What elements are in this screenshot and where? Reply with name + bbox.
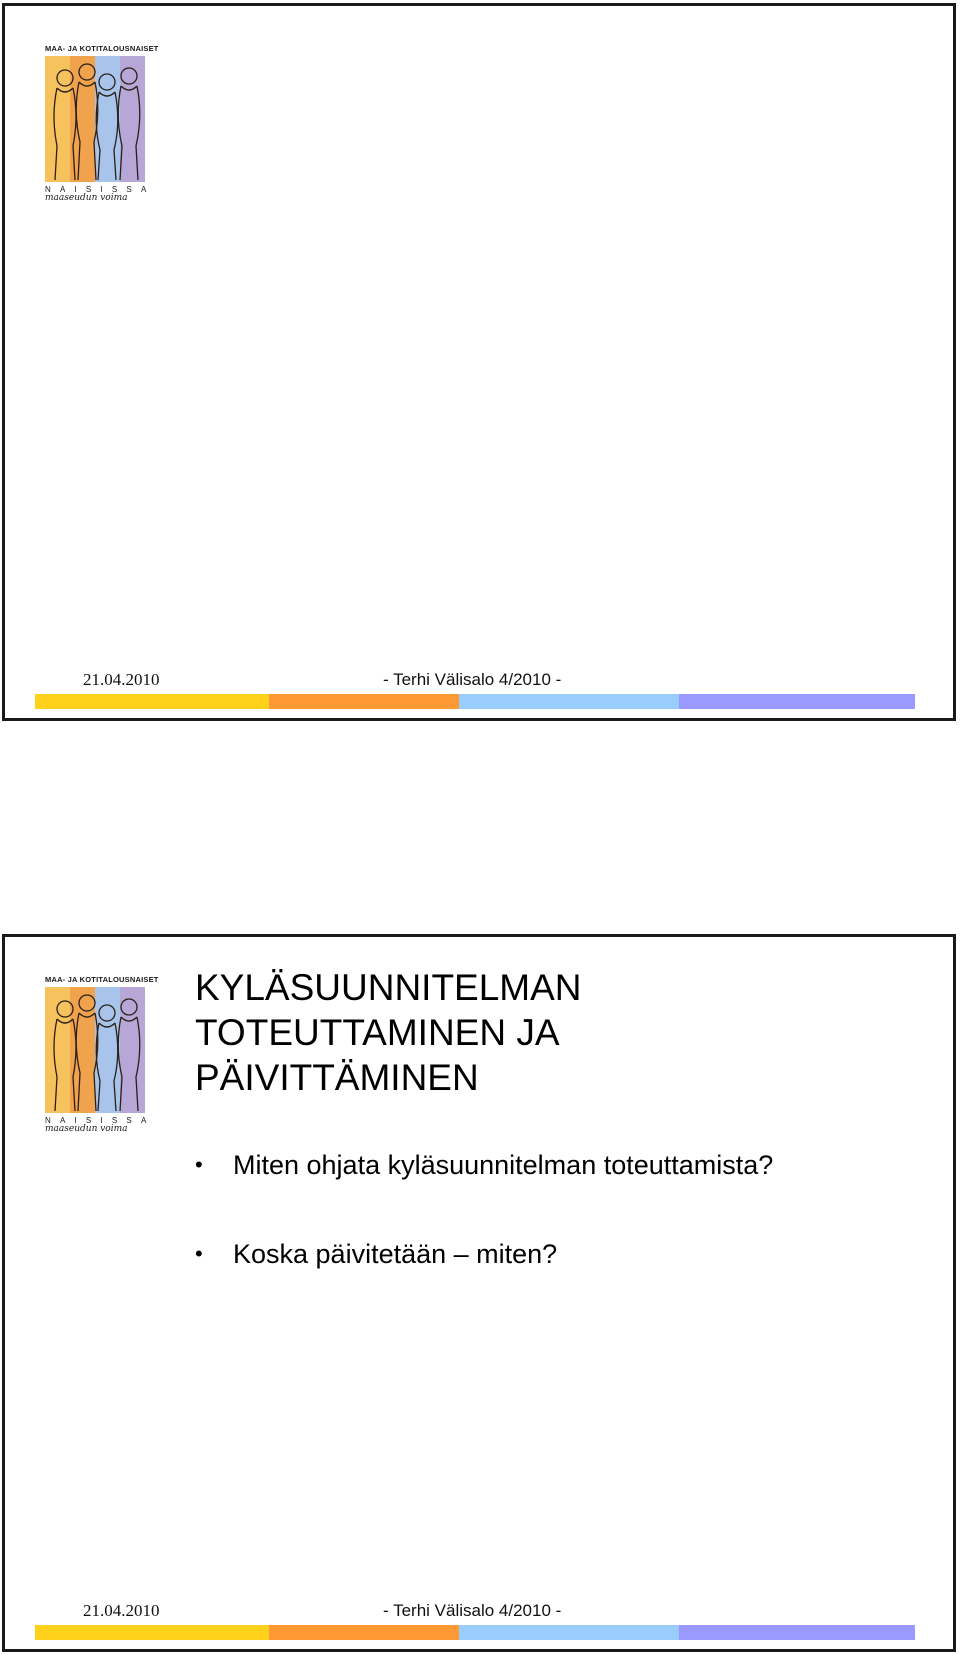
bullet-icon: • [195, 1241, 203, 1266]
footer-bar-yellow [35, 1625, 269, 1640]
footer-bar-violet [679, 1625, 915, 1640]
footer-bar-orange [269, 1625, 459, 1640]
bullet-item [195, 1238, 773, 1270]
slide-title [195, 965, 582, 1100]
logo-word: NAISISSA [45, 1116, 156, 1125]
footer-bar-light-blue [459, 694, 679, 709]
slide-2 [2, 934, 956, 1652]
women-figures-icon [45, 56, 145, 182]
logo-title: MAA- JA KOTITALOUSNAISET [45, 44, 159, 53]
slide-1 [2, 3, 956, 721]
organization-logo [45, 44, 157, 203]
footer-bar-violet [679, 694, 915, 709]
footer-date: 21.04.2010 [83, 1601, 160, 1620]
footer-bar-yellow [35, 694, 269, 709]
footer-color-bar [35, 1625, 915, 1640]
bullet-icon: • [195, 1152, 203, 1177]
women-figures-icon [45, 987, 145, 1113]
bullet-list [195, 1149, 773, 1270]
bullet-text: Koska päivitetään – miten? [233, 1239, 558, 1269]
footer-author: - Terhi Välisalo 4/2010 - [383, 1601, 562, 1620]
slide-title-line: KYLÄSUUNNITELMAN [195, 967, 582, 1008]
slide-title-line: TOTEUTTAMINEN JA [195, 1012, 560, 1053]
footer-bar-orange [269, 694, 459, 709]
bullet-text: Miten ohjata kyläsuunnitelman toteuttamista? [233, 1150, 774, 1180]
footer-bar-light-blue [459, 1625, 679, 1640]
footer-author: - Terhi Välisalo 4/2010 - [383, 670, 562, 689]
slide-title-line: PÄIVITTÄMINEN [195, 1057, 479, 1098]
logo-title: MAA- JA KOTITALOUSNAISET [45, 975, 159, 984]
logo-script: maaseudun voima [45, 193, 128, 203]
footer-date: 21.04.2010 [83, 670, 160, 689]
footer-color-bar [35, 694, 915, 709]
organization-logo [45, 975, 157, 1134]
logo-script: maaseudun voima [45, 1124, 128, 1134]
bullet-item [195, 1149, 773, 1181]
logo-word: NAISISSA [45, 185, 156, 194]
